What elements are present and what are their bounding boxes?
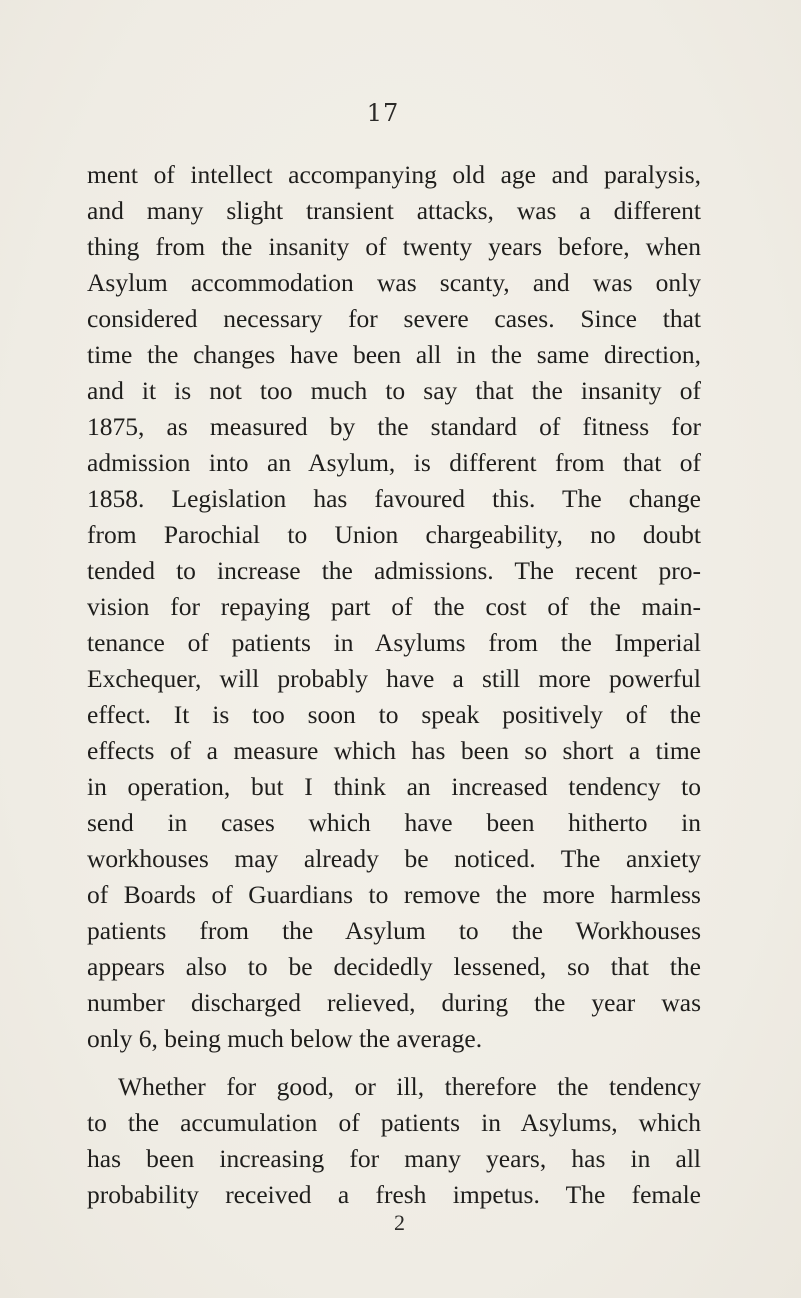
text-line: number discharged relieved, during the year was <box>87 988 701 1017</box>
text-line: 1858. Legislation has favoured this. The change <box>87 484 701 513</box>
text-line: 1875, as measured by the standard of fitness for <box>87 412 701 441</box>
text-line: effects of a measure which has been so short a time <box>87 736 701 765</box>
text-line: tended to increase the admissions. The recent pro- <box>87 556 701 585</box>
text-line: appears also to be decidedly lessened, so that the <box>87 952 701 981</box>
text-line: vision for repaying part of the cost of the main- <box>87 592 701 621</box>
text-line: Exchequer, will probably have a still more powerful <box>87 664 701 693</box>
text-line: thing from the insanity of twenty years before, when <box>87 232 701 261</box>
text-line: Asylum accommodation was scanty, and was only <box>87 268 701 297</box>
text-line: has been increasing for many years, has in all <box>87 1144 701 1173</box>
signature-mark: 2 <box>394 1210 405 1235</box>
text-line: of Boards of Guardians to remove the more harmless <box>87 880 701 909</box>
text-line: considered necessary for severe cases. Since that <box>87 304 701 333</box>
text-line: time the changes have been all in the same direction, <box>87 340 701 369</box>
text-line: Whether for good, or ill, therefore the tendency <box>118 1072 701 1101</box>
text-line: workhouses may already be noticed. The anxiety <box>87 844 701 873</box>
text-line: from Parochial to Union chargeability, no doubt <box>87 520 701 549</box>
text-line: and it is not too much to say that the insanity of <box>87 376 701 405</box>
text-line: and many slight transient attacks, was a different <box>87 196 701 225</box>
text-line: send in cases which have been hitherto in <box>87 808 701 837</box>
page-number: 17 <box>366 99 400 127</box>
text-line: to the accumulation of patients in Asylums, which <box>87 1108 701 1137</box>
text-line: admission into an Asylum, is different from that of <box>87 448 701 477</box>
text-line: probability received a fresh impetus. The female <box>87 1180 701 1209</box>
text-line: effect. It is too soon to speak positively of the <box>87 700 701 729</box>
text-line: tenance of patients in Asylums from the Imperial <box>87 628 701 657</box>
text-line: ment of intellect accompanying old age and paralysis, <box>87 160 701 189</box>
text-line: only 6, being much below the average. <box>87 1024 483 1053</box>
text-line: in operation, but I think an increased tendency to <box>87 772 701 801</box>
text-line: patients from the Asylum to the Workhouses <box>87 916 701 945</box>
